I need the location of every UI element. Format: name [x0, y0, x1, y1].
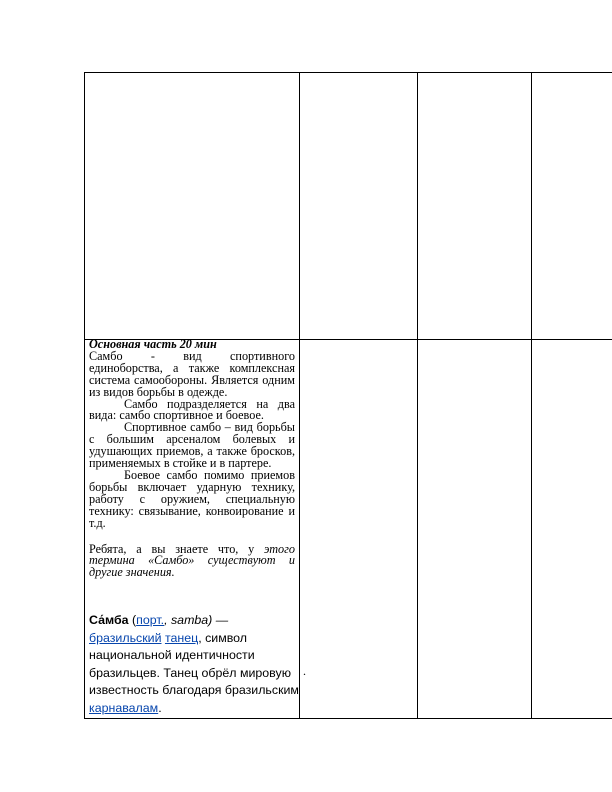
samba-definition: Са́мба (порт., samba) — бразильский танец, символ национальной идентичности бразильцев. Танец обрёл мировую известность благодаря бразильским карнавалам. [89, 613, 299, 715]
main-part-cell [89, 339, 295, 579]
samba-description: , символ национальной идентичности бразильцев. Танец обрёл мировую известность благодаря бразильским [89, 630, 299, 698]
table-bottom-border [84, 718, 612, 719]
table-top-border [84, 72, 612, 73]
sambo-types: Самбо подразделяется на два вида: самбо спортивное и боевое. [89, 396, 295, 423]
section-heading: Основная часть 20 мин [89, 337, 217, 351]
combat-sambo: Боевое самбо помимо приемов борьбы включает ударную технику, работу с оружием, специальную технику: связывание, конвоирование и т.д. [89, 467, 295, 530]
sambo-definition: Самбо - вид спортивного единоборства, а также комплексная система самообороны. Является одним из видов борьбы в одежде. [89, 348, 295, 399]
link-brazilian[interactable]: бразильский [89, 630, 162, 645]
foreign-term: , samba) — [164, 613, 229, 627]
link-carnivals[interactable]: карнавалам [89, 700, 159, 715]
sport-sambo: Спортивное самбо – вид борьбы с большим арсеналом болевых и удушающих приемов, а также бросков, применяемых в стойке и в партере. [89, 420, 295, 471]
samba-term: Са́мба [89, 613, 129, 627]
link-dance[interactable]: танец [164, 630, 199, 645]
column-divider-3 [531, 72, 532, 719]
question-italic: этого термина «Самбо» существуют и другие значения. [89, 541, 295, 580]
column-2-mark: . [303, 664, 306, 678]
question-paragraph [89, 541, 295, 580]
column-divider-2 [417, 72, 418, 719]
question-text: Ребята, а вы знаете что, у [89, 541, 265, 556]
column-divider-1 [299, 72, 300, 719]
link-portuguese[interactable]: порт. [136, 613, 165, 627]
table-left-border [84, 72, 85, 719]
